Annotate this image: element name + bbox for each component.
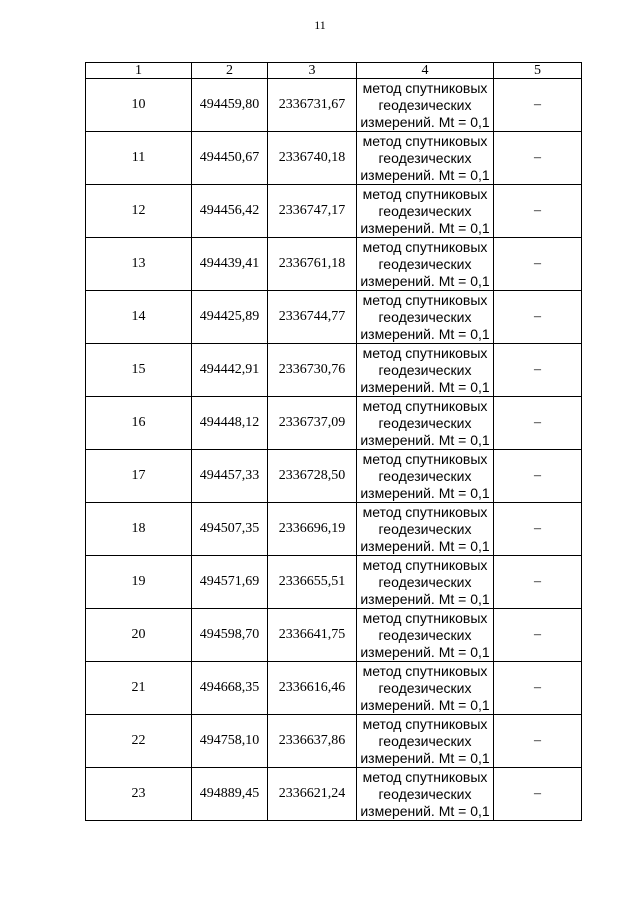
method-line: измерений. Mt = 0,1 <box>360 643 490 660</box>
method-line: измерений. Mt = 0,1 <box>360 484 490 501</box>
method-line: геодезических <box>378 573 472 590</box>
table-row <box>86 344 582 397</box>
point-number-cell: 21 <box>86 662 192 715</box>
table-row <box>86 556 582 609</box>
point-number-cell: 10 <box>86 79 192 132</box>
note-cell: – <box>494 238 582 291</box>
point-number-cell: 16 <box>86 397 192 450</box>
method-line: геодезических <box>378 414 472 431</box>
y-coordinate-cell: 2336731,67 <box>268 79 357 132</box>
method-line: геодезических <box>378 679 472 696</box>
y-coordinate-cell: 2336744,77 <box>268 291 357 344</box>
method-line: метод спутниковых <box>362 450 488 467</box>
note-cell: – <box>494 185 582 238</box>
table-row <box>86 715 582 768</box>
note-cell: – <box>494 662 582 715</box>
method-line: метод спутниковых <box>362 662 488 679</box>
y-coordinate-cell: 2336637,86 <box>268 715 357 768</box>
method-line: метод спутниковых <box>362 397 488 414</box>
method-cell <box>357 238 494 291</box>
method-line: метод спутниковых <box>362 238 488 255</box>
method-line: измерений. Mt = 0,1 <box>360 272 490 289</box>
y-coordinate-cell: 2336696,19 <box>268 503 357 556</box>
x-coordinate-cell: 494459,80 <box>192 79 268 132</box>
x-coordinate-cell: 494758,10 <box>192 715 268 768</box>
table-row <box>86 185 582 238</box>
y-coordinate-cell: 2336737,09 <box>268 397 357 450</box>
method-line: метод спутниковых <box>362 291 488 308</box>
method-line: измерений. Mt = 0,1 <box>360 590 490 607</box>
table-row <box>86 662 582 715</box>
x-coordinate-cell: 494668,35 <box>192 662 268 715</box>
method-line: метод спутниковых <box>362 132 488 149</box>
table-row <box>86 79 582 132</box>
method-line: геодезических <box>378 520 472 537</box>
y-coordinate-cell: 2336740,18 <box>268 132 357 185</box>
point-number-cell: 18 <box>86 503 192 556</box>
y-coordinate-cell: 2336761,18 <box>268 238 357 291</box>
y-coordinate-cell: 2336730,76 <box>268 344 357 397</box>
method-line: геодезических <box>378 96 472 113</box>
point-number-cell: 12 <box>86 185 192 238</box>
y-coordinate-cell: 2336641,75 <box>268 609 357 662</box>
column-header: 1 <box>86 63 192 79</box>
note-cell: – <box>494 79 582 132</box>
table-row <box>86 450 582 503</box>
point-number-cell: 22 <box>86 715 192 768</box>
method-cell <box>357 768 494 821</box>
table-row <box>86 291 582 344</box>
method-line: геодезических <box>378 467 472 484</box>
column-header: 4 <box>357 63 494 79</box>
point-number-cell: 17 <box>86 450 192 503</box>
y-coordinate-cell: 2336655,51 <box>268 556 357 609</box>
x-coordinate-cell: 494598,70 <box>192 609 268 662</box>
method-line: метод спутниковых <box>362 79 488 96</box>
method-cell <box>357 344 494 397</box>
x-coordinate-cell: 494448,12 <box>192 397 268 450</box>
table-row <box>86 238 582 291</box>
method-line: измерений. Mt = 0,1 <box>360 113 490 130</box>
y-coordinate-cell: 2336616,46 <box>268 662 357 715</box>
method-line: метод спутниковых <box>362 768 488 785</box>
x-coordinate-cell: 494425,89 <box>192 291 268 344</box>
method-cell <box>357 503 494 556</box>
method-cell <box>357 662 494 715</box>
point-number-cell: 15 <box>86 344 192 397</box>
method-line: метод спутниковых <box>362 609 488 626</box>
note-cell: – <box>494 715 582 768</box>
y-coordinate-cell: 2336747,17 <box>268 185 357 238</box>
x-coordinate-cell: 494507,35 <box>192 503 268 556</box>
point-number-cell: 14 <box>86 291 192 344</box>
method-line: геодезических <box>378 149 472 166</box>
method-line: метод спутниковых <box>362 344 488 361</box>
method-cell <box>357 291 494 344</box>
point-number-cell: 19 <box>86 556 192 609</box>
method-cell <box>357 132 494 185</box>
method-line: измерений. Mt = 0,1 <box>360 749 490 766</box>
method-cell <box>357 715 494 768</box>
method-cell <box>357 556 494 609</box>
method-line: геодезических <box>378 308 472 325</box>
method-line: измерений. Mt = 0,1 <box>360 537 490 554</box>
method-line: измерений. Mt = 0,1 <box>360 802 490 819</box>
column-header: 2 <box>192 63 268 79</box>
page-number: 11 <box>314 18 326 32</box>
table-header-row <box>86 63 582 79</box>
method-cell <box>357 185 494 238</box>
x-coordinate-cell: 494450,67 <box>192 132 268 185</box>
method-cell <box>357 450 494 503</box>
method-line: измерений. Mt = 0,1 <box>360 378 490 395</box>
table-row <box>86 397 582 450</box>
y-coordinate-cell: 2336728,50 <box>268 450 357 503</box>
coordinates-table <box>85 62 582 821</box>
method-line: геодезических <box>378 785 472 802</box>
point-number-cell: 11 <box>86 132 192 185</box>
table-row <box>86 768 582 821</box>
x-coordinate-cell: 494456,42 <box>192 185 268 238</box>
method-line: измерений. Mt = 0,1 <box>360 166 490 183</box>
method-line: геодезических <box>378 361 472 378</box>
x-coordinate-cell: 494571,69 <box>192 556 268 609</box>
x-coordinate-cell: 494439,41 <box>192 238 268 291</box>
column-header: 5 <box>494 63 582 79</box>
note-cell: – <box>494 132 582 185</box>
method-cell <box>357 609 494 662</box>
note-cell: – <box>494 609 582 662</box>
note-cell: – <box>494 344 582 397</box>
method-cell <box>357 79 494 132</box>
method-line: геодезических <box>378 202 472 219</box>
method-line: метод спутниковых <box>362 185 488 202</box>
method-line: измерений. Mt = 0,1 <box>360 696 490 713</box>
note-cell: – <box>494 503 582 556</box>
method-line: метод спутниковых <box>362 503 488 520</box>
method-cell <box>357 397 494 450</box>
point-number-cell: 13 <box>86 238 192 291</box>
method-line: геодезических <box>378 626 472 643</box>
x-coordinate-cell: 494889,45 <box>192 768 268 821</box>
x-coordinate-cell: 494442,91 <box>192 344 268 397</box>
x-coordinate-cell: 494457,33 <box>192 450 268 503</box>
note-cell: – <box>494 556 582 609</box>
method-line: метод спутниковых <box>362 556 488 573</box>
method-line: метод спутниковых <box>362 715 488 732</box>
method-line: измерений. Mt = 0,1 <box>360 325 490 342</box>
method-line: измерений. Mt = 0,1 <box>360 431 490 448</box>
note-cell: – <box>494 768 582 821</box>
column-header: 3 <box>268 63 357 79</box>
method-line: измерений. Mt = 0,1 <box>360 219 490 236</box>
note-cell: – <box>494 291 582 344</box>
point-number-cell: 20 <box>86 609 192 662</box>
method-line: геодезических <box>378 732 472 749</box>
point-number-cell: 23 <box>86 768 192 821</box>
y-coordinate-cell: 2336621,24 <box>268 768 357 821</box>
method-line: геодезических <box>378 255 472 272</box>
table-row <box>86 132 582 185</box>
note-cell: – <box>494 397 582 450</box>
table-row <box>86 609 582 662</box>
note-cell: – <box>494 450 582 503</box>
table-row <box>86 503 582 556</box>
